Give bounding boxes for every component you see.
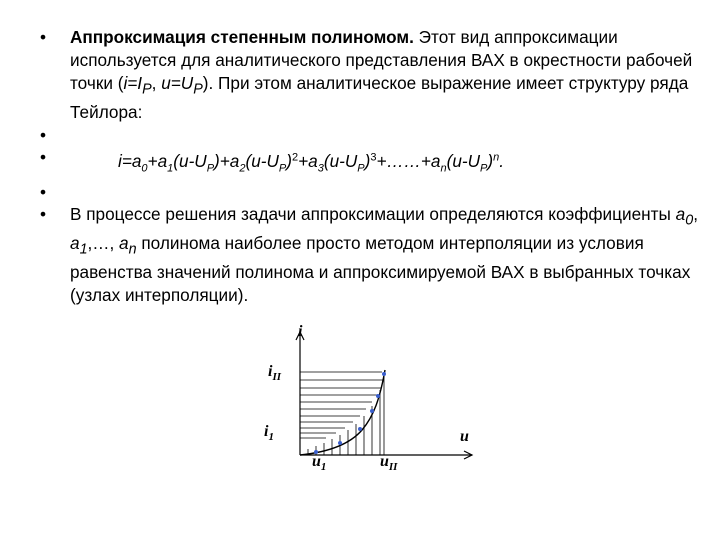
node-point <box>358 427 362 431</box>
taylor-formula: $i=a_0+a_1(u-U_P)+a_2(u-U_P)^2+a_3(u-U_P)^3+\dots\dots+a_n(u-U_P)^n$. <box>118 151 505 175</box>
vac-interpolation-graph <box>250 318 490 488</box>
u-left-label: $u_1$ <box>312 453 327 473</box>
bullet-marker: • <box>40 125 47 146</box>
node-point <box>338 441 342 445</box>
horizontal-hatching <box>300 372 384 438</box>
bullet-marker: • <box>40 203 47 224</box>
bullet-marker: • <box>40 181 47 202</box>
node-point <box>370 409 374 413</box>
u-right-label: $u_{II}$ <box>380 453 398 473</box>
node-point <box>376 394 380 398</box>
bullet-marker: • <box>40 27 47 47</box>
y-axis-label: i <box>298 323 303 340</box>
x-axis-label: u <box>460 428 469 445</box>
bullet-empty <box>40 124 700 146</box>
bullet-list <box>40 26 700 307</box>
interpolation-nodes <box>314 372 386 454</box>
section-title: Аппроксимация степенным полиномом. <box>70 27 414 47</box>
bullet-interpolation: • В процессе решения задачи аппроксимации определяются коэффициенты $a_0$, $a_1,\dots$, $a_n$ полинома наиболее просто методом интерполяции из условия равенства значений полинома и аппроксимируемой ВАХ в выбранных точках (узлах интерполяции). <box>40 203 698 306</box>
bullet-formula <box>40 146 700 180</box>
i-top-label: $i_{II}$ <box>268 363 282 383</box>
i-bottom-label: $i_1$ <box>264 423 274 443</box>
node-point <box>382 372 386 376</box>
bullet-marker: • <box>40 147 47 168</box>
bullet-empty <box>40 181 700 203</box>
bullet-approximation: • Аппроксимация степенным полиномом. Этот вид аппроксимации используется для аналитического представления ВАХ в окрестности рабочей точки ($i=I_P$, $u=U_P$). При этом аналитическое выражение имеет структуру ряда Тейлора: <box>40 27 693 123</box>
